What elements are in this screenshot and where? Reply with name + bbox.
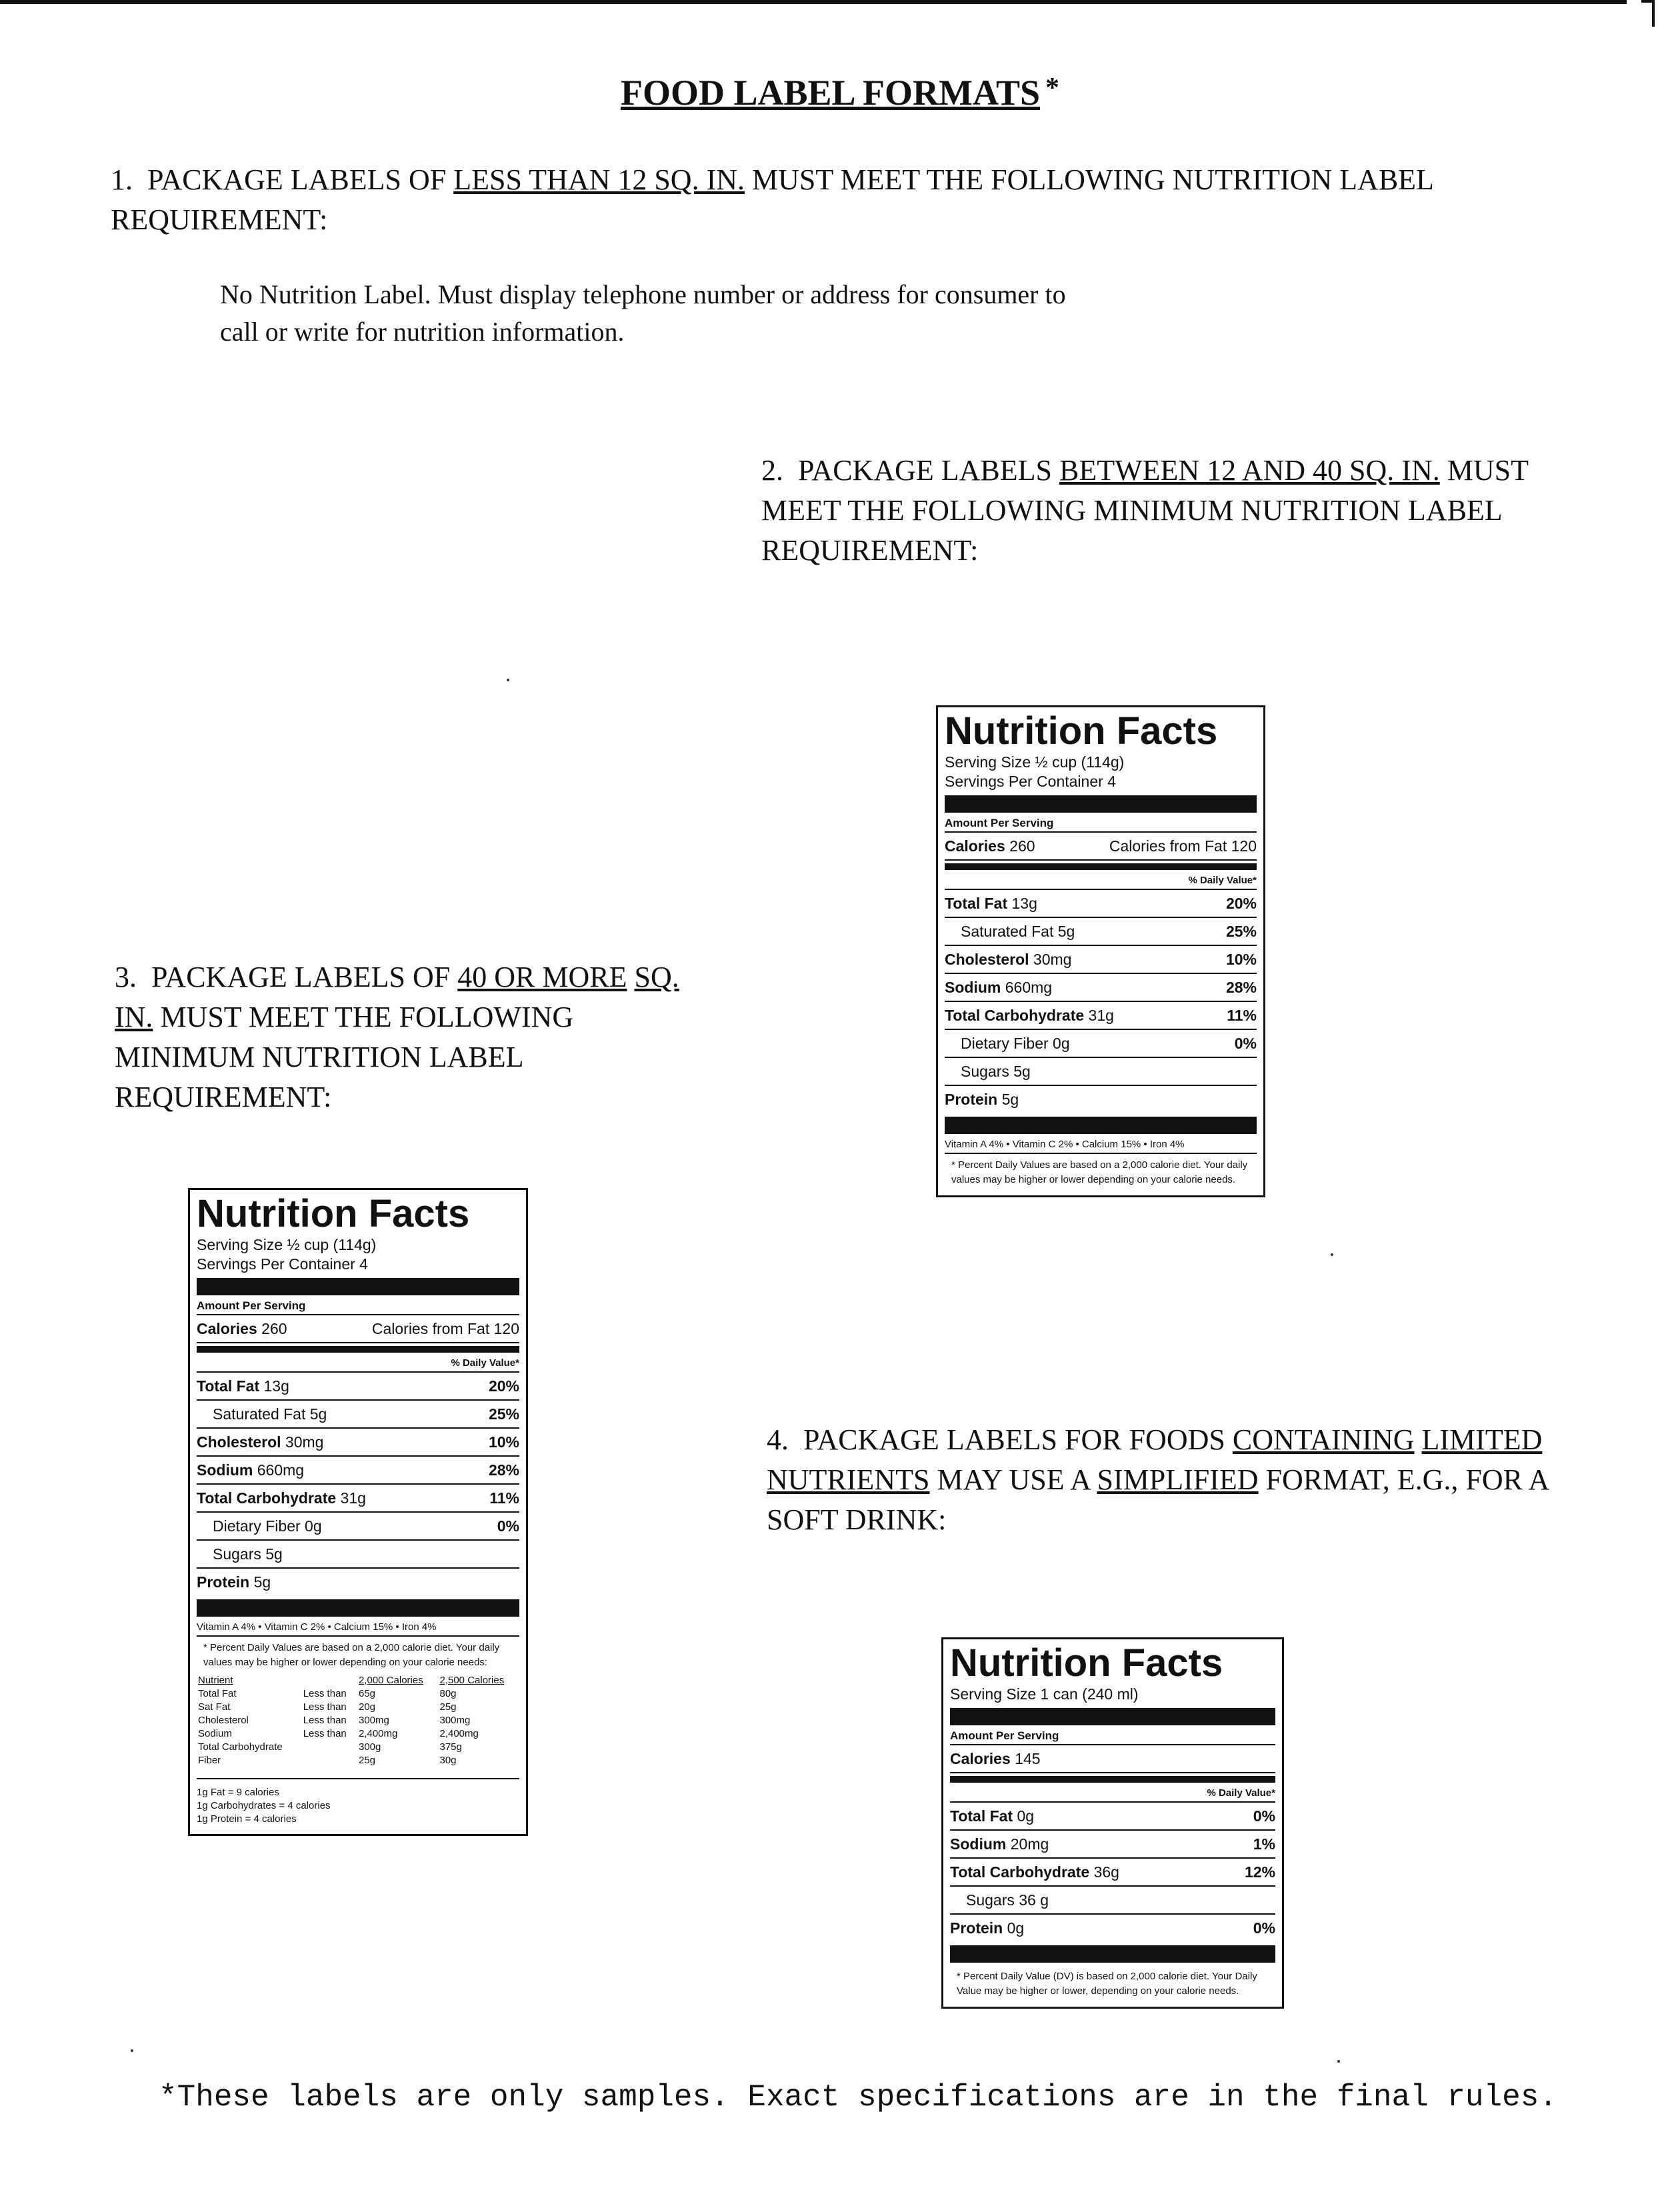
nutrient-name xyxy=(213,1401,327,1427)
nutrient-percent: 11% xyxy=(489,1489,519,1507)
calories-value: 260 xyxy=(1009,837,1035,855)
dv-table-cell: 80g xyxy=(439,1688,457,1699)
dv-table-cell: Cholesterol xyxy=(198,1715,249,1726)
section-1-number: 1. xyxy=(111,163,133,196)
scan-speck xyxy=(131,2049,133,2052)
page-title xyxy=(0,72,1680,113)
dv-table-cell: 25g xyxy=(358,1755,376,1766)
section-1-pre: PACKAGE LABELS OF xyxy=(147,163,454,196)
nutrient-bold-name: Sodium xyxy=(197,1461,253,1479)
dv-table-cell: Less than xyxy=(303,1701,347,1713)
dv-table-cell: 20g xyxy=(358,1701,376,1713)
calories-label: Calories xyxy=(950,1750,1011,1767)
calorie-conversion-notes xyxy=(197,1778,519,1826)
amount-per-serving: Amount Per Serving xyxy=(197,1298,519,1315)
nutrient-name xyxy=(945,974,1052,1001)
vitamins-line: Vitamin A 4% • Vitamin C 2% • Calcium 15% • Iron 4% xyxy=(945,1137,1257,1154)
dv-table-cell: Less than xyxy=(303,1728,347,1739)
nutrient-name xyxy=(197,1373,289,1399)
nutrition-label-simplified xyxy=(941,1637,1284,2009)
dv-table-cell xyxy=(302,1754,357,1767)
nutrient-name xyxy=(961,918,1075,945)
nutrient-amount: 660mg xyxy=(1001,979,1053,996)
nutrient-amount: 5g xyxy=(249,1573,271,1591)
nutrient-percent: 0% xyxy=(497,1517,519,1535)
daily-value-header: % Daily Value* xyxy=(950,1785,1275,1803)
dv-table-cell: Sat Fat xyxy=(198,1701,231,1713)
nutrient-bold-name: Cholesterol xyxy=(945,951,1029,968)
dv-table-cell: 375g xyxy=(439,1741,462,1753)
label-footnote: * Percent Daily Values are based on a 2,000 calorie diet. Your daily values may be higher or lower depending on your calorie needs: xyxy=(203,1642,500,1668)
nutrient-name xyxy=(945,946,1071,973)
thick-bar xyxy=(945,1117,1257,1134)
calories-row xyxy=(950,1745,1275,1773)
label-footnote: * Percent Daily Values are based on a 2,000 calorie diet. Your daily values may be higher or lower depending on your calorie needs. xyxy=(951,1159,1248,1185)
calories-value: 260 xyxy=(261,1320,287,1337)
thick-bar xyxy=(945,795,1257,813)
label-title: Nutrition Facts xyxy=(945,709,1218,753)
dv-table-header-cell: 2,500 Calories xyxy=(439,1675,505,1686)
nutrient-amount: Dietary Fiber 0g xyxy=(961,1035,1070,1052)
nutrient-row xyxy=(945,1030,1257,1058)
nutrient-rows xyxy=(950,1803,1275,1941)
nutrient-percent: 20% xyxy=(1225,895,1257,912)
nutrient-name xyxy=(213,1513,322,1539)
vitamins-line: Vitamin A 4% • Vitamin C 2% • Calcium 15% • Iron 4% xyxy=(197,1619,519,1637)
medium-bar xyxy=(197,1346,519,1353)
nutrient-amount: 660mg xyxy=(253,1461,305,1479)
serving-size: Serving Size ½ cup (114g) xyxy=(197,1236,377,1253)
nutrient-amount: Saturated Fat 5g xyxy=(961,923,1075,940)
nutrient-bold-name: Total Carbohydrate xyxy=(950,1863,1090,1881)
section-3-underlined-1: 40 OR MORE xyxy=(457,961,627,993)
section-2-post: MUST MEET THE FOLLOWING MINIMUM NUTRITION LABEL REQUIREMENT: xyxy=(761,454,1529,567)
nutrient-row xyxy=(945,1058,1257,1086)
nutrient-percent: 28% xyxy=(1225,979,1257,996)
dv-table-cell: 300mg xyxy=(358,1715,389,1726)
nutrient-name xyxy=(961,1058,1031,1085)
dv-table-row xyxy=(197,1754,519,1767)
section-2-pre: PACKAGE LABELS xyxy=(798,454,1059,487)
calories-from-fat: Calories from Fat 120 xyxy=(1109,837,1257,855)
medium-bar xyxy=(950,1776,1275,1783)
daily-value-header: % Daily Value* xyxy=(945,873,1257,890)
nutrient-amount: Dietary Fiber 0g xyxy=(213,1517,322,1535)
section-1-note: No Nutrition Label. Must display telephone number or address for consumer to call or write for nutrition information. xyxy=(220,279,1066,347)
section-1 xyxy=(111,160,1444,240)
nutrient-bold-name: Total Fat xyxy=(197,1377,260,1395)
label-title: Nutrition Facts xyxy=(197,1192,470,1235)
section-4-mid: MAY USE A xyxy=(929,1463,1097,1496)
nutrient-percent: 25% xyxy=(1225,923,1257,940)
nutrient-amount: 31g xyxy=(336,1489,366,1507)
section-4-underlined-1: CONTAINING xyxy=(1232,1423,1415,1456)
section-2-underlined: BETWEEN 12 AND 40 SQ. IN. xyxy=(1059,454,1440,487)
nutrient-bold-name: Sodium xyxy=(950,1835,1007,1853)
section-1-underlined: LESS THAN 12 SQ. IN. xyxy=(453,163,745,196)
servings-per-container: Servings Per Container 4 xyxy=(197,1255,368,1273)
calories-row xyxy=(197,1315,519,1343)
nutrient-amount: 31g xyxy=(1084,1007,1114,1024)
label-title: Nutrition Facts xyxy=(950,1641,1223,1685)
nutrient-bold-name: Protein xyxy=(197,1573,250,1591)
nutrient-bold-name: Total Fat xyxy=(950,1807,1013,1825)
thick-bar xyxy=(950,1945,1275,1963)
nutrient-row xyxy=(950,1831,1275,1859)
nutrient-row xyxy=(197,1429,519,1457)
nutrient-amount: Sugars 5g xyxy=(961,1063,1031,1080)
nutrient-percent: 25% xyxy=(488,1405,519,1423)
section-1-post: MUST MEET THE FOLLOWING NUTRITION LABEL REQUIREMENT: xyxy=(111,163,1433,236)
nutrient-percent: 0% xyxy=(1253,1919,1275,1937)
serving-size: Serving Size ½ cup (114g) xyxy=(945,753,1125,771)
nutrient-percent: 28% xyxy=(488,1461,519,1479)
nutrient-name xyxy=(950,1803,1034,1829)
dv-table-cell: Less than xyxy=(303,1688,347,1699)
nutrient-percent: 1% xyxy=(1253,1835,1275,1853)
nutrient-amount: 30mg xyxy=(281,1433,324,1451)
nutrient-bold-name: Total Carbohydrate xyxy=(945,1007,1085,1024)
dv-table-cell: 300g xyxy=(358,1741,381,1753)
nutrient-percent: 0% xyxy=(1234,1035,1257,1052)
thick-bar xyxy=(197,1278,519,1295)
page-footnote: *These labels are only samples. Exact specifications are in the final rules. xyxy=(159,2080,1557,2115)
nutrient-row xyxy=(950,1915,1275,1941)
dv-table-cell: 2,400mg xyxy=(358,1728,398,1739)
dv-table-row xyxy=(197,1687,519,1701)
nutrient-amount: 5g xyxy=(997,1091,1019,1108)
daily-value-header: % Daily Value* xyxy=(197,1355,519,1373)
nutrient-percent: 10% xyxy=(488,1433,519,1451)
nutrient-amount: Sugars 5g xyxy=(213,1545,283,1563)
corner-mark xyxy=(1652,0,1655,27)
nutrient-name xyxy=(945,1002,1114,1029)
nutrient-name xyxy=(950,1831,1049,1857)
section-4-post: FORMAT, E.G., FOR A SOFT DRINK: xyxy=(767,1463,1548,1536)
section-4 xyxy=(767,1420,1567,1540)
dv-table-cell xyxy=(302,1741,357,1754)
calories-label: Calories xyxy=(197,1320,257,1337)
section-4-underlined-2: LIMITED NUTRIENTS xyxy=(767,1423,1543,1496)
amount-per-serving: Amount Per Serving xyxy=(945,815,1257,833)
serving-size: Serving Size 1 can (240 ml) xyxy=(950,1685,1139,1703)
dv-table-row xyxy=(197,1714,519,1727)
scan-speck xyxy=(1331,1253,1333,1256)
nutrient-name xyxy=(197,1569,271,1595)
nutrient-row xyxy=(197,1485,519,1513)
nutrient-row xyxy=(945,918,1257,946)
calorie-note: 1g Protein = 4 calories xyxy=(197,1813,297,1825)
nutrient-percent: 12% xyxy=(1244,1863,1275,1881)
dv-table-cell: 65g xyxy=(358,1688,376,1699)
medium-bar xyxy=(945,863,1257,870)
nutrient-percent: 20% xyxy=(488,1377,519,1395)
nutrient-bold-name: Cholesterol xyxy=(197,1433,281,1451)
nutrient-name xyxy=(950,1859,1119,1885)
nutrient-name xyxy=(197,1429,323,1455)
nutrient-row xyxy=(950,1887,1275,1915)
nutrient-amount: 13g xyxy=(259,1377,289,1395)
amount-per-serving: Amount Per Serving xyxy=(950,1728,1275,1745)
nutrient-row xyxy=(197,1457,519,1485)
daily-value-table xyxy=(197,1674,519,1767)
nutrient-name xyxy=(213,1541,283,1567)
nutrient-row xyxy=(197,1401,519,1429)
dv-table-cell: 25g xyxy=(439,1701,457,1713)
nutrient-amount: 20mg xyxy=(1006,1835,1049,1853)
thick-bar xyxy=(950,1708,1275,1725)
calorie-note: 1g Carbohydrates = 4 calories xyxy=(197,1800,331,1811)
dv-table-body xyxy=(197,1687,519,1767)
page-title-text: FOOD LABEL FORMATS xyxy=(620,73,1041,113)
nutrient-amount: 36g xyxy=(1089,1863,1119,1881)
nutrient-rows xyxy=(197,1373,519,1595)
dv-table-header xyxy=(197,1674,519,1687)
dv-table-cell: Total Carbohydrate xyxy=(198,1741,283,1753)
nutrient-bold-name: Protein xyxy=(945,1091,998,1108)
nutrient-row xyxy=(945,890,1257,918)
nutrient-bold-name: Total Carbohydrate xyxy=(197,1489,337,1507)
scan-speck xyxy=(1337,2060,1340,2063)
nutrient-name xyxy=(945,1086,1019,1113)
section-3 xyxy=(115,957,715,1117)
nutrient-row xyxy=(945,974,1257,1002)
nutrient-row xyxy=(197,1541,519,1569)
top-rule xyxy=(0,0,1627,4)
nutrient-bold-name: Total Fat xyxy=(945,895,1008,912)
thick-bar xyxy=(197,1599,519,1617)
nutrient-amount: Sugars 36 g xyxy=(966,1891,1049,1909)
section-4-number: 4. xyxy=(767,1423,789,1456)
nutrient-row xyxy=(197,1373,519,1401)
dv-table-header-cell: Nutrient xyxy=(198,1675,233,1686)
nutrient-name xyxy=(961,1030,1070,1057)
nutrient-amount: 0g xyxy=(1003,1919,1025,1937)
nutrition-label-minimum xyxy=(936,705,1265,1197)
section-4-pre: PACKAGE LABELS FOR FOODS xyxy=(803,1423,1233,1456)
dv-table-header-cell: 2,000 Calories xyxy=(358,1675,423,1686)
dv-table-row xyxy=(197,1727,519,1741)
nutrient-amount: 30mg xyxy=(1029,951,1072,968)
nutrient-name xyxy=(966,1887,1049,1913)
dv-table-cell: Sodium xyxy=(198,1728,232,1739)
corner-mark xyxy=(1641,0,1655,3)
nutrient-amount: 13g xyxy=(1007,895,1037,912)
label-footnote: * Percent Daily Value (DV) is based on 2,000 calorie diet. Your Daily Value may be higher or lower, depending on your calorie needs. xyxy=(957,1971,1257,1997)
section-4-underlined-3: SIMPLIFIED xyxy=(1097,1463,1259,1496)
nutrient-name xyxy=(950,1915,1024,1941)
nutrient-bold-name: Protein xyxy=(950,1919,1003,1937)
servings-per-container: Servings Per Container 4 xyxy=(945,773,1116,790)
nutrient-row xyxy=(950,1803,1275,1831)
nutrient-bold-name: Sodium xyxy=(945,979,1001,996)
nutrient-name xyxy=(197,1485,366,1511)
calories-row xyxy=(945,833,1257,861)
section-3-number: 3. xyxy=(115,961,137,993)
title-asterisk: * xyxy=(1045,73,1060,103)
nutrient-row xyxy=(197,1513,519,1541)
section-2-number: 2. xyxy=(761,454,783,487)
nutrient-amount: 0g xyxy=(1013,1807,1035,1825)
dv-table-header-cell xyxy=(302,1674,357,1687)
dv-table-cell: 30g xyxy=(439,1755,457,1766)
section-2 xyxy=(761,451,1561,571)
nutrient-row xyxy=(945,946,1257,974)
dv-table-cell: Less than xyxy=(303,1715,347,1726)
dv-table-row xyxy=(197,1701,519,1714)
dv-table-cell: Total Fat xyxy=(198,1688,237,1699)
nutrient-percent: 10% xyxy=(1225,951,1257,968)
nutrient-amount: Saturated Fat 5g xyxy=(213,1405,327,1423)
calories-value: 145 xyxy=(1015,1750,1041,1767)
calories-from-fat: Calories from Fat 120 xyxy=(371,1320,519,1337)
calorie-note: 1g Fat = 9 calories xyxy=(197,1787,279,1798)
nutrient-row xyxy=(945,1002,1257,1030)
nutrient-percent: 0% xyxy=(1253,1807,1275,1825)
nutrient-name xyxy=(945,890,1037,917)
calories-label: Calories xyxy=(945,837,1005,855)
dv-table-cell: 2,400mg xyxy=(439,1728,479,1739)
nutrient-row xyxy=(945,1086,1257,1113)
dv-table-row xyxy=(197,1741,519,1754)
section-3-post: MUST MEET THE FOLLOWING MINIMUM NUTRITION LABEL REQUIREMENT: xyxy=(115,1001,574,1113)
section-3-pre: PACKAGE LABELS OF xyxy=(151,961,458,993)
nutrient-rows xyxy=(945,890,1257,1113)
section-3-underlined-2: SQ. IN. xyxy=(115,961,679,1033)
dv-table-cell: 300mg xyxy=(439,1715,471,1726)
dv-table-cell: Fiber xyxy=(198,1755,221,1766)
nutrient-percent: 11% xyxy=(1227,1007,1257,1024)
scan-speck xyxy=(507,679,509,681)
nutrition-label-full xyxy=(188,1188,528,1836)
nutrient-name xyxy=(197,1457,304,1483)
nutrient-row xyxy=(950,1859,1275,1887)
nutrient-row xyxy=(197,1569,519,1595)
